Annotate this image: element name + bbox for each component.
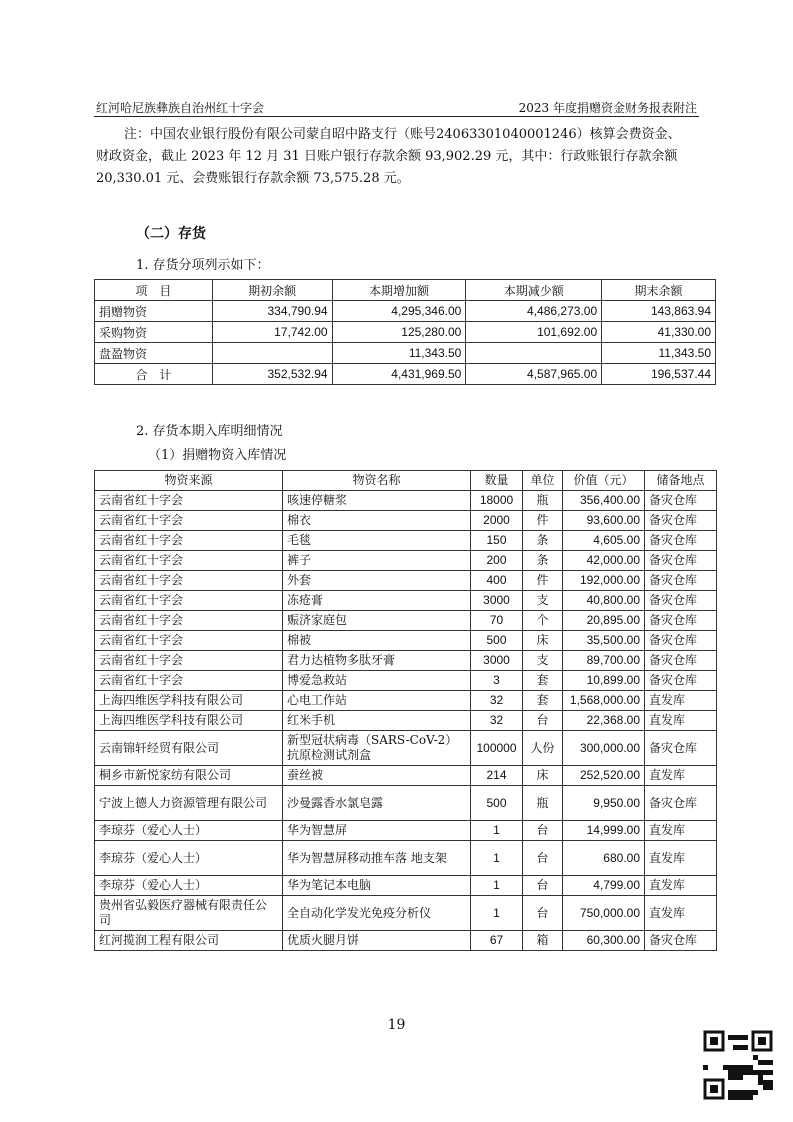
- item-name-cell: 蚕丝被: [283, 766, 471, 786]
- cell: 台: [523, 711, 563, 731]
- column-header: 期末余额: [602, 280, 716, 301]
- cell: 89,700.00: [563, 651, 645, 671]
- cell: 1: [471, 896, 523, 931]
- qr-code: [703, 1030, 773, 1100]
- table-row: [95, 671, 717, 691]
- cell: 196,537.44: [602, 364, 716, 385]
- source-cell: 云南省红十字会: [95, 531, 283, 551]
- column-header: 本期减少额: [466, 280, 602, 301]
- cell: 143,863.94: [602, 301, 716, 322]
- column-header: 物资名称: [283, 471, 471, 491]
- row-label: 捐赠物资: [95, 301, 213, 322]
- cell: 125,280.00: [332, 322, 466, 343]
- source-cell: 云南省红十字会: [95, 511, 283, 531]
- cell: 750,000.00: [563, 896, 645, 931]
- cell: 14,999.00: [563, 821, 645, 841]
- cell: 1: [471, 841, 523, 876]
- source-cell: 李琼芬（爱心人士）: [95, 876, 283, 896]
- cell: 11,343.50: [602, 343, 716, 364]
- cell: 67: [471, 931, 523, 951]
- source-cell: 云南省红十字会: [95, 591, 283, 611]
- cell: 60,300.00: [563, 931, 645, 951]
- cell: 1: [471, 821, 523, 841]
- cell: 500: [471, 786, 523, 821]
- source-cell: 李琼芬（爱心人士）: [95, 841, 283, 876]
- cell: 台: [523, 876, 563, 896]
- header-left: 红河哈尼族彝族自治州红十字会: [96, 101, 265, 115]
- source-cell: 云南省红十字会: [95, 571, 283, 591]
- table-row: [95, 691, 717, 711]
- cell: 192,000.00: [563, 571, 645, 591]
- cell: 42,000.00: [563, 551, 645, 571]
- cell: 20,895.00: [563, 611, 645, 631]
- cell: 备灾仓库: [645, 591, 717, 611]
- cell: 直发库: [645, 711, 717, 731]
- cell: 93,600.00: [563, 511, 645, 531]
- table-row: [95, 821, 717, 841]
- cell: 条: [523, 531, 563, 551]
- source-cell: 贵州省弘毅医疗器械有限责任公司: [95, 896, 283, 931]
- note-line: 20,330.01 元、会费账银行存款余额 73,575.28 元。: [96, 171, 410, 186]
- table-row: [95, 766, 717, 786]
- cell: 支: [523, 591, 563, 611]
- table-row: [95, 551, 717, 571]
- cell: 4,605.00: [563, 531, 645, 551]
- section-title: （二）存货: [136, 226, 206, 242]
- cell: 套: [523, 671, 563, 691]
- item-name-cell: 沙曼露香水氯皂露: [283, 786, 471, 821]
- cell: 41,330.00: [602, 322, 716, 343]
- header-right: 2023 年度捐赠资金财务报表附注: [518, 101, 697, 115]
- cell: 11,343.50: [332, 343, 466, 364]
- inventory-summary-table: [94, 279, 716, 385]
- cell: 70: [471, 611, 523, 631]
- table-row: [95, 876, 717, 896]
- cell: 床: [523, 766, 563, 786]
- table-row: [95, 301, 716, 322]
- table-header-row: [95, 471, 717, 491]
- cell: 个: [523, 611, 563, 631]
- subheading-2: 2. 存货本期入库明细情况: [136, 424, 283, 439]
- table-row: [95, 491, 717, 511]
- item-name-cell: 赈济家庭包: [283, 611, 471, 631]
- cell: 直发库: [645, 896, 717, 931]
- cell: 床: [523, 631, 563, 651]
- page-number: 19: [387, 1017, 406, 1033]
- cell: 备灾仓库: [645, 631, 717, 651]
- cell: 备灾仓库: [645, 491, 717, 511]
- cell: 4,431,969.50: [332, 364, 466, 385]
- cell: 台: [523, 896, 563, 931]
- column-header: 项 目: [95, 280, 213, 301]
- item-name-cell: 毛毯: [283, 531, 471, 551]
- table-row: [95, 631, 717, 651]
- item-name-cell: 心电工作站: [283, 691, 471, 711]
- item-name-cell: 棉衣: [283, 511, 471, 531]
- cell: 备灾仓库: [645, 531, 717, 551]
- cell: [466, 343, 602, 364]
- cell: 3: [471, 671, 523, 691]
- item-name-cell: 咳速停糖浆: [283, 491, 471, 511]
- source-cell: 上海四维医学科技有限公司: [95, 711, 283, 731]
- cell: 备灾仓库: [645, 671, 717, 691]
- cell: 备灾仓库: [645, 611, 717, 631]
- item-name-cell: 华为笔记本电脑: [283, 876, 471, 896]
- item-name-cell: 博爱急救站: [283, 671, 471, 691]
- source-cell: 云南锦轩经贸有限公司: [95, 731, 283, 766]
- cell: 35,500.00: [563, 631, 645, 651]
- cell: 台: [523, 821, 563, 841]
- item-name-cell: 华为智慧屏: [283, 821, 471, 841]
- row-label: 采购物资: [95, 322, 213, 343]
- cell: 4,587,965.00: [466, 364, 602, 385]
- cell: 4,799.00: [563, 876, 645, 896]
- header-rule: [94, 116, 699, 117]
- source-cell: 云南省红十字会: [95, 611, 283, 631]
- cell: 瓶: [523, 786, 563, 821]
- cell: 3000: [471, 651, 523, 671]
- source-cell: 云南省红十字会: [95, 651, 283, 671]
- cell: 人份: [523, 731, 563, 766]
- cell: 17,742.00: [212, 322, 332, 343]
- table-row: [95, 786, 717, 821]
- cell: 直发库: [645, 821, 717, 841]
- table-row: [95, 896, 717, 931]
- cell: 1,568,000.00: [563, 691, 645, 711]
- cell: 备灾仓库: [645, 651, 717, 671]
- column-header: 期初余额: [212, 280, 332, 301]
- cell: 18000: [471, 491, 523, 511]
- table-row: [95, 611, 717, 631]
- cell: 件: [523, 511, 563, 531]
- row-label: 盘盈物资: [95, 343, 213, 364]
- cell: 支: [523, 651, 563, 671]
- cell: 200: [471, 551, 523, 571]
- table-row: [95, 571, 717, 591]
- table-row: [95, 531, 717, 551]
- table-row: [95, 711, 717, 731]
- cell: 直发库: [645, 766, 717, 786]
- cell: 356,400.00: [563, 491, 645, 511]
- cell: 9,950.00: [563, 786, 645, 821]
- subheading-1: 1. 存货分项列示如下：: [136, 258, 270, 273]
- item-name-cell: 外套: [283, 571, 471, 591]
- cell: 214: [471, 766, 523, 786]
- cell: 备灾仓库: [645, 931, 717, 951]
- cell: 10,899.00: [563, 671, 645, 691]
- column-header: 单位: [523, 471, 563, 491]
- column-header: 储备地点: [645, 471, 717, 491]
- source-cell: 红河揽润工程有限公司: [95, 931, 283, 951]
- cell: 条: [523, 551, 563, 571]
- cell: 100000: [471, 731, 523, 766]
- table-row: [95, 511, 717, 531]
- cell: 备灾仓库: [645, 571, 717, 591]
- item-name-cell: 红米手机: [283, 711, 471, 731]
- cell: 352,532.94: [212, 364, 332, 385]
- item-name-cell: 君力达植物多肽牙膏: [283, 651, 471, 671]
- source-cell: 云南省红十字会: [95, 491, 283, 511]
- cell: 2000: [471, 511, 523, 531]
- table-header-row: [95, 280, 716, 301]
- cell: 备灾仓库: [645, 551, 717, 571]
- cell: 4,486,273.00: [466, 301, 602, 322]
- column-header: 物资来源: [95, 471, 283, 491]
- cell: 台: [523, 841, 563, 876]
- cell: 瓶: [523, 491, 563, 511]
- cell: 直发库: [645, 691, 717, 711]
- cell: 备灾仓库: [645, 511, 717, 531]
- donated-goods-table: [94, 470, 717, 951]
- cell: 1: [471, 876, 523, 896]
- cell: 400: [471, 571, 523, 591]
- item-name-cell: 裤子: [283, 551, 471, 571]
- cell: 101,692.00: [466, 322, 602, 343]
- source-cell: 云南省红十字会: [95, 551, 283, 571]
- cell: 150: [471, 531, 523, 551]
- table-row: [95, 731, 717, 766]
- item-name-cell: 全自动化学发光免疫分析仪: [283, 896, 471, 931]
- column-header: 本期增加额: [332, 280, 466, 301]
- item-name-cell: 棉被: [283, 631, 471, 651]
- cell: 3000: [471, 591, 523, 611]
- cell: 680.00: [563, 841, 645, 876]
- row-label: 合 计: [95, 364, 213, 385]
- table-total-row: [95, 364, 716, 385]
- cell: 500: [471, 631, 523, 651]
- subheading-3: （1）捐赠物资入库情况: [148, 448, 287, 463]
- column-header: 价值（元）: [563, 471, 645, 491]
- table-row: [95, 591, 717, 611]
- cell: 备灾仓库: [645, 786, 717, 821]
- item-name-cell: 新型冠状病毒（SARS-CoV-2）抗原检测试剂盒: [283, 731, 471, 766]
- cell: 32: [471, 711, 523, 731]
- cell: 备灾仓库: [645, 731, 717, 766]
- cell: 252,520.00: [563, 766, 645, 786]
- table-row: [95, 343, 716, 364]
- column-header: 数量: [471, 471, 523, 491]
- item-name-cell: 优质火腿月饼: [283, 931, 471, 951]
- cell: 直发库: [645, 841, 717, 876]
- table-row: [95, 322, 716, 343]
- note-line: 财政资金，截止 2023 年 12 月 31 日账户银行存款余额 93,902.29 元，其中：行政账银行存款余额: [96, 149, 678, 164]
- source-cell: 上海四维医学科技有限公司: [95, 691, 283, 711]
- cell: 22,368.00: [563, 711, 645, 731]
- source-cell: 云南省红十字会: [95, 631, 283, 651]
- cell: 40,800.00: [563, 591, 645, 611]
- table-row: [95, 931, 717, 951]
- cell: 334,790.94: [212, 301, 332, 322]
- cell: 32: [471, 691, 523, 711]
- cell: 4,295,346.00: [332, 301, 466, 322]
- cell: 箱: [523, 931, 563, 951]
- table-row: [95, 651, 717, 671]
- source-cell: 宁波上德人力资源管理有限公司: [95, 786, 283, 821]
- cell: 套: [523, 691, 563, 711]
- item-name-cell: 华为智慧屏移动推车落 地支架: [283, 841, 471, 876]
- note-paragraph: [96, 124, 708, 190]
- source-cell: 云南省红十字会: [95, 671, 283, 691]
- note-line: 注：中国农业银行股份有限公司蒙自昭中路支行（账号24063301040001246）核算会费资金、: [124, 127, 681, 142]
- source-cell: 李琼芬（爱心人士）: [95, 821, 283, 841]
- cell: 件: [523, 571, 563, 591]
- item-name-cell: 冻疮膏: [283, 591, 471, 611]
- cell: 直发库: [645, 876, 717, 896]
- cell: 300,000.00: [563, 731, 645, 766]
- cell: [212, 343, 332, 364]
- table-row: [95, 841, 717, 876]
- source-cell: 桐乡市新悦家纺有限公司: [95, 766, 283, 786]
